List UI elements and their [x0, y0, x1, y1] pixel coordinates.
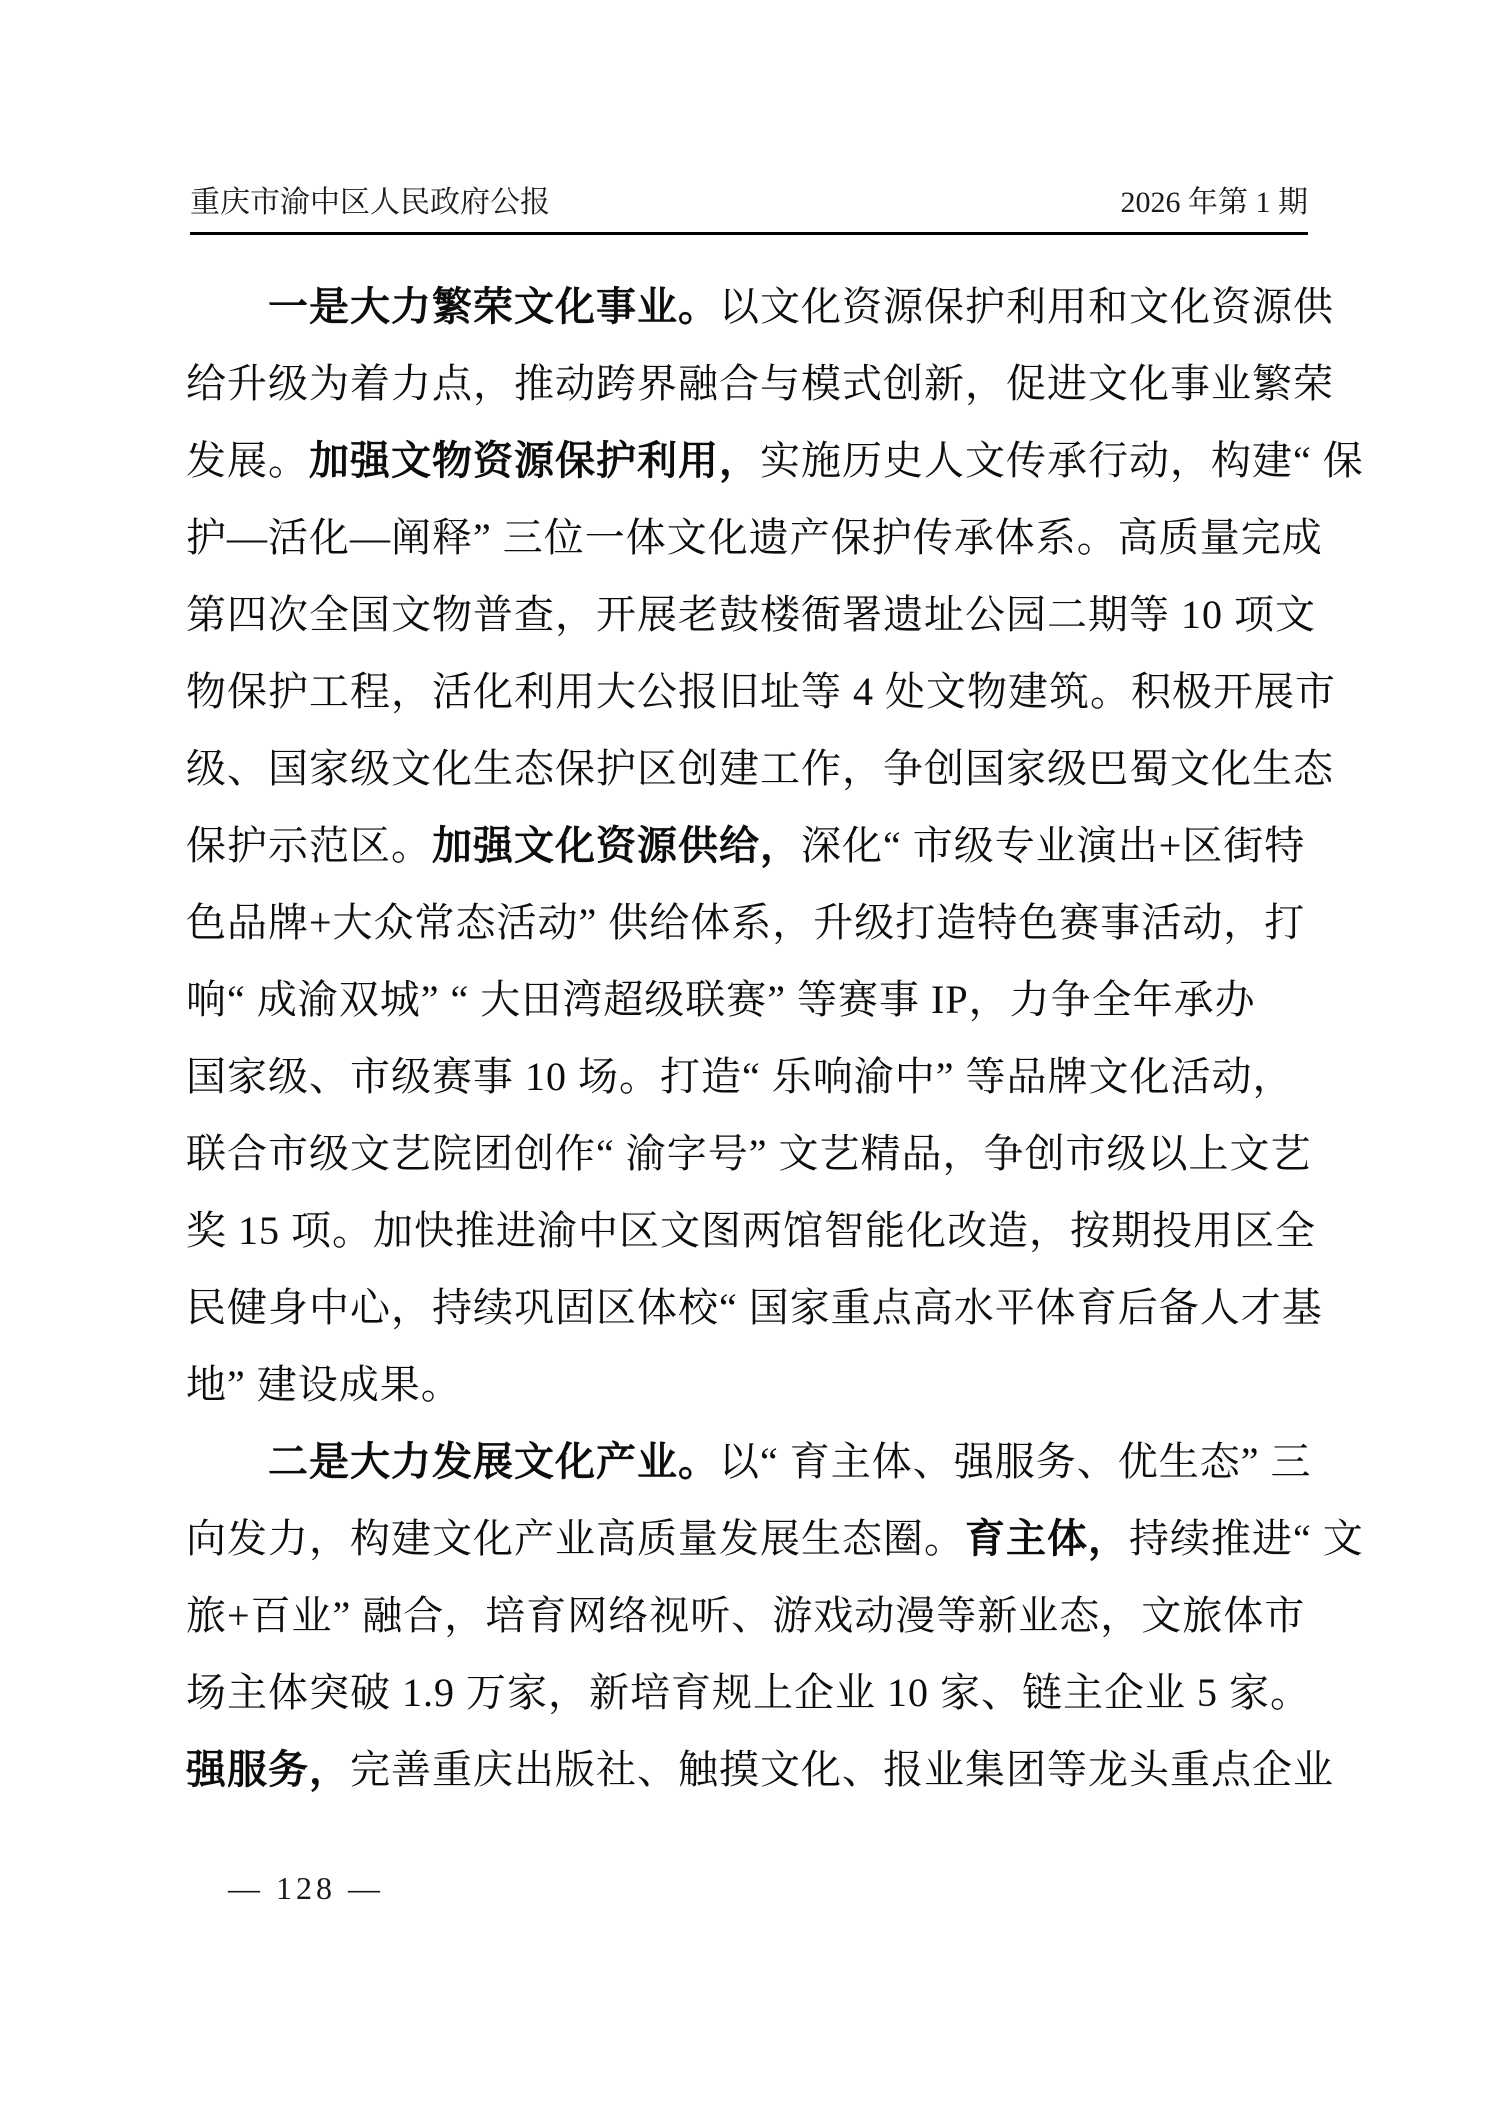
text-run: 物保护工程，活化利用大公报旧址等 4 处文物建筑。积极开展市: [186, 669, 1336, 714]
text-run: 保护示范区。: [186, 823, 432, 868]
bold-run: 强服务，: [186, 1747, 350, 1792]
text-run: 响“ 成渝双城” “ 大田湾超级联赛” 等赛事 IP，力争全年承办: [186, 977, 1256, 1022]
text-line: [186, 730, 1334, 807]
text-line: [186, 345, 1334, 422]
text-run: 奖 15 项。加快推进渝中区文图两馆智能化改造，按期投用区全: [186, 1208, 1316, 1253]
text-line: [186, 1500, 1364, 1577]
text-line: [186, 1577, 1312, 1654]
text-line: [186, 884, 1312, 961]
text-line: [186, 1115, 1312, 1192]
paragraph-1: [186, 268, 1364, 1423]
text-run: 护—活化—阐释” 三位一体文化遗产保护传承体系。高质量完成: [186, 515, 1323, 560]
text-run: 给升级为着力点，推动跨界融合与模式创新，促进文化事业繁荣: [186, 361, 1334, 406]
text-run: 向发力，构建文化产业高质量发展生态圈。: [186, 1516, 965, 1561]
text-run: 以“ 育主体、强服务、优生态” 三: [719, 1439, 1312, 1484]
text-line: [186, 1038, 1312, 1115]
page-footer: [228, 1868, 384, 1908]
text-run: 联合市级文艺院团创作“ 渝字号” 文艺精品，争创市级以上文艺: [186, 1131, 1312, 1176]
text-run: 发展。: [186, 438, 309, 483]
bold-run: 育主体，: [965, 1516, 1129, 1561]
text-run: 第四次全国文物普查，开展老鼓楼衙署遗址公园二期等 10 项文: [186, 592, 1316, 637]
text-line: [186, 1269, 1323, 1346]
bold-run: 加强文化资源供给，: [432, 823, 801, 868]
text-line: [186, 268, 1334, 345]
text-line: [186, 422, 1364, 499]
text-line: [186, 961, 1312, 1038]
text-line: [186, 1192, 1316, 1269]
bold-run: 加强文物资源保护利用，: [309, 438, 760, 483]
bold-run: 一是大力繁荣文化事业。: [268, 284, 719, 329]
text-run: 场主体突破 1.9 万家，新培育规上企业 10 家、链主企业 5 家。: [186, 1670, 1311, 1715]
bold-run: 二是大力发展文化产业。: [268, 1439, 719, 1484]
text-line: [186, 499, 1323, 576]
text-run: 级、国家级文化生态保护区创建工作，争创国家级巴蜀文化生态: [186, 746, 1334, 791]
text-line: [186, 1731, 1334, 1808]
text-line: [186, 1654, 1312, 1731]
text-run: 旅+百业” 融合，培育网络视听、游戏动漫等新业态，文旅体市: [186, 1593, 1306, 1638]
document-body: [186, 268, 1364, 1808]
header-issue-number: 2026 年第 1 期: [1120, 186, 1308, 219]
text-line: [186, 576, 1316, 653]
text-run: 深化“ 市级专业演出+区街特: [801, 823, 1306, 868]
text-run: 完善重庆出版社、触摸文化、报业集团等龙头重点企业: [350, 1747, 1334, 1792]
header-rule: [190, 232, 1308, 235]
text-run: 色品牌+大众常态活动” 供给体系，升级打造特色赛事活动，打: [186, 900, 1306, 945]
text-run: 民健身中心，持续巩固区体校“ 国家重点高水平体育后备人才基: [186, 1285, 1323, 1330]
page-header: [190, 183, 1308, 223]
text-run: 地” 建设成果。: [186, 1362, 462, 1407]
page-number: — 128 —: [228, 1870, 384, 1906]
text-run: 持续推进“ 文: [1129, 1516, 1364, 1561]
text-run: 以文化资源保护利用和文化资源供: [719, 284, 1334, 329]
header-publication-title: 重庆市渝中区人民政府公报: [190, 186, 550, 219]
text-line: [186, 1423, 1312, 1500]
paragraph-2: [186, 1423, 1364, 1808]
text-line: [186, 807, 1312, 884]
text-run: 实施历史人文传承行动，构建“ 保: [760, 438, 1364, 483]
text-line: [186, 653, 1336, 730]
text-line: [186, 1346, 1312, 1423]
text-run: 国家级、市级赛事 10 场。打造“ 乐响渝中” 等品牌文化活动，: [186, 1054, 1294, 1099]
